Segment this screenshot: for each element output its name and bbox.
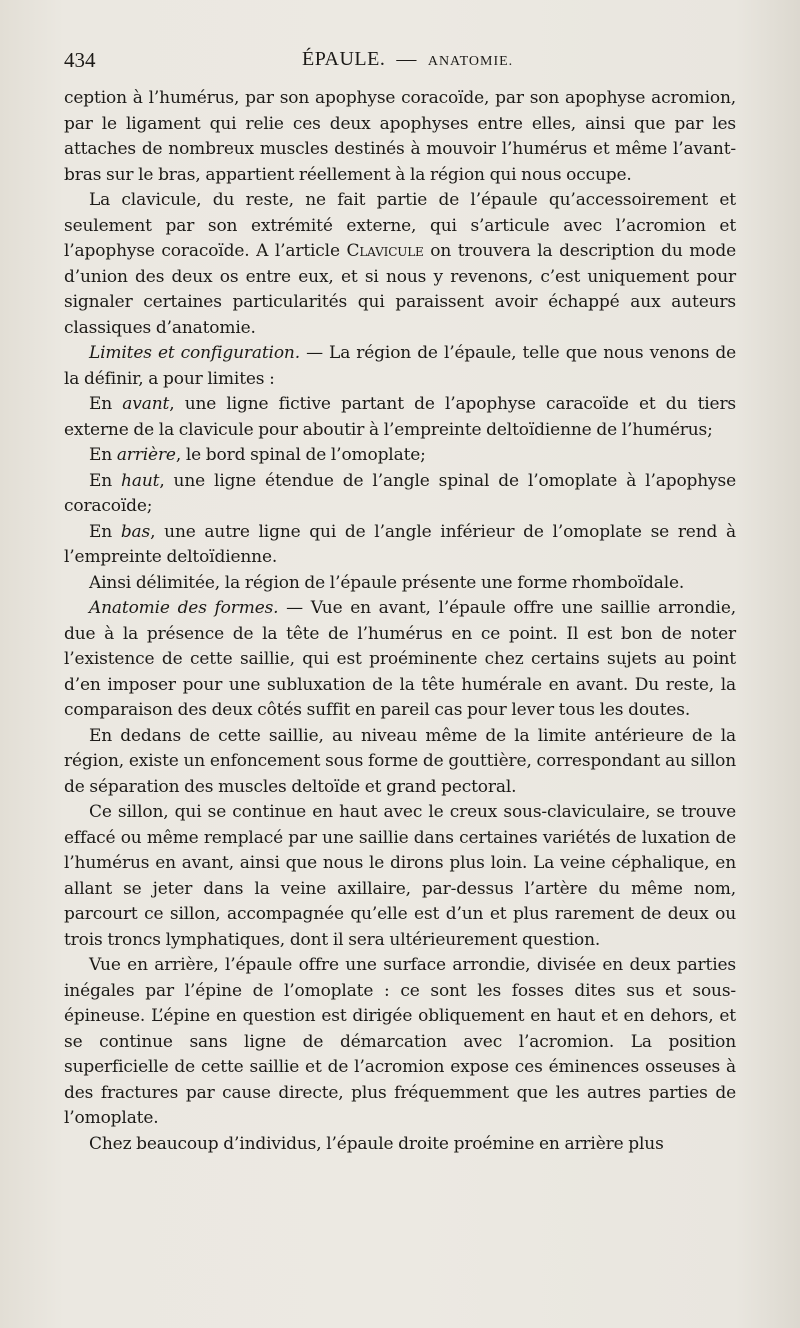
- cross-reference: Clavicule: [346, 241, 424, 261]
- paragraph-arriere: [64, 443, 736, 469]
- page-number: 434: [64, 48, 96, 72]
- paragraph-anatomie-formes: [64, 596, 736, 724]
- paragraph-text: Ainsi délimitée, la région de l’épaule présente une forme rhomboïdale.: [89, 572, 685, 593]
- paragraph-text: Vue en arrière, l’épaule offre une surface arrondie, divisée en deux parties inégales par l’épine de l’omoplate : ce sont les fosses dites sus et sous-épineuse. L’épine en question est dirigée obliquement en haut et en dehors, et se continue sans ligne de démarcation avec l’acromion. La position superficielle de cette saillie et de l’acromion expose ces éminences osseuses à des fractures par cause directe, plus fréquemment que les autres parties de l’omoplate.: [64, 955, 736, 1128]
- paragraph-haut: [64, 469, 736, 520]
- paragraph-text: , une autre ligne qui de l’angle inférieur de l’omoplate se rend à l’empreinte deltoïdienne.: [64, 521, 736, 567]
- paragraph-lead: En: [89, 445, 117, 465]
- paragraph-vue-arriere: [64, 953, 736, 1132]
- paragraph-text: , le bord spinal de l’omoplate;: [175, 445, 426, 465]
- direction-term: avant: [122, 394, 170, 414]
- paragraph-continuation: [64, 86, 736, 188]
- paragraph-text: La clavicule, du reste, ne fait partie de l’épaule qu’accessoirement et seulement par son extrémité externe, qui s’articule avec l’acromion et l’apophyse coracoïde. A l’article: [64, 190, 736, 261]
- paragraph-sillon: [64, 800, 736, 953]
- direction-term: haut: [121, 470, 160, 491]
- section-heading: Anatomie des formes.: [89, 598, 279, 618]
- direction-term: arrière: [116, 445, 176, 465]
- paragraph-text: Chez beaucoup d’individus, l’épaule droite proémine en arrière plus: [89, 1133, 664, 1154]
- paragraph-avant: [64, 392, 736, 443]
- paragraph-text: — La région de l’épaule, telle que nous venons de la définir, a pour limites :: [64, 343, 737, 389]
- section-heading: Limites et configuration.: [89, 343, 300, 363]
- paragraph-lead: En: [89, 394, 123, 414]
- paragraph-lead: En: [89, 521, 121, 542]
- page-header: [64, 48, 736, 78]
- paragraph-text: on trouvera la description du mode d’union des deux os entre eux, et si nous y revenons, c’est uniquement pour signaler certaines particularités qui paraissent avoir échappé aux auteurs classiques d’anatomie.: [64, 241, 736, 338]
- paragraph-lead: En: [89, 470, 122, 491]
- paragraph-en-dedans: [64, 724, 736, 801]
- body-text: [64, 86, 736, 1157]
- paragraph-bas: [64, 520, 736, 571]
- running-head: [302, 48, 513, 71]
- paragraph-text: , une ligne fictive partant de l’apophyse caracoïde et du tiers externe de la clavicule pour aboutir à l’empreinte deltoïdienne de l’humérus;: [64, 394, 736, 440]
- paragraph-epaule-droite: [64, 1132, 736, 1158]
- running-head-title: ÉPAULE.: [302, 48, 386, 70]
- running-head-separator: —: [396, 48, 417, 70]
- paragraph-rhomboidale: [64, 571, 736, 597]
- paragraph-text: En dedans de cette saillie, au niveau même de la limite antérieure de la région, existe un enfoncement sous forme de gouttière, correspondant au sillon de séparation des muscles deltoïde et grand pectoral.: [64, 725, 736, 797]
- running-head-subtitle: ANATOMIE.: [427, 54, 514, 69]
- paragraph-clavicule: [64, 188, 736, 341]
- paragraph-text: ception à l’humérus, par son apophyse coracoïde, par son apophyse acromion, par le ligament qui relie ces deux apophyses entre elles, ainsi que par les attaches de nombreux muscles destinés à mouvoir l’humérus et même l’avant-bras sur le bras, appartient réellement à la région qui nous occupe.: [64, 88, 736, 185]
- direction-term: bas: [120, 521, 151, 542]
- paragraph-text: , une ligne étendue de l’angle spinal de l’omoplate à l’apophyse coracoïde;: [64, 470, 736, 516]
- paragraph-text: Ce sillon, qui se continue en haut avec le creux sous-claviculaire, se trouve effacé ou même remplacé par une saillie dans certaines variétés de luxation de l’humérus en avant, ainsi que nous le dirons plus loin. La veine céphalique, en allant se jeter dans la veine axillaire, par-dessus l’artère du même nom, parcourt ce sillon, accompagnée qu’elle est d’un et plus rarement de deux ou trois troncs lymphatiques, dont il sera ultérieurement question.: [64, 802, 736, 950]
- paragraph-limites: [64, 341, 736, 392]
- paragraph-text: — Vue en avant, l’épaule offre une saillie arrondie, due à la présence de la tête de l’humérus en ce point. Il est bon de noter l’existence de cette saillie, qui est proéminente chez certains sujets au point d’en imposer pour une subluxation de la tête humérale en avant. Du reste, la comparaison des deux côtés suffit en pareil cas pour lever tous les doutes.: [64, 598, 736, 720]
